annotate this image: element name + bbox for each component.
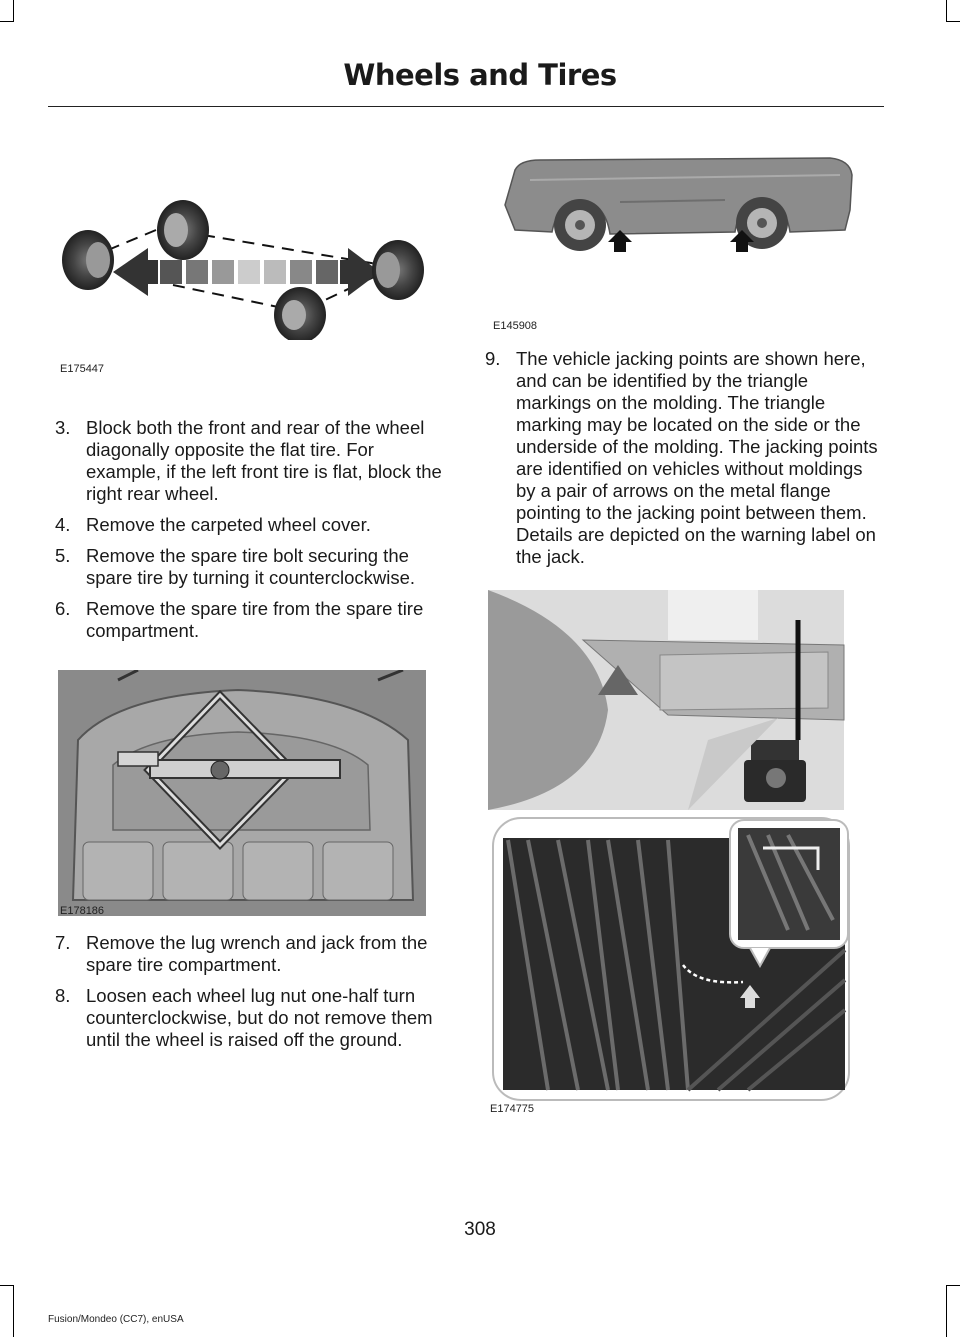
figure-id: E145908 (493, 320, 538, 332)
list-item (50, 985, 450, 1051)
figure-id: E178186 (60, 905, 105, 917)
spare-compartment-figure (58, 670, 426, 916)
tire-rotation-figure (58, 190, 438, 340)
step-text: Loosen each wheel lug nut one-half turn counterclockwise, but do not remove them until the wheel is raised off the ground. (86, 985, 433, 1050)
crop-mark (946, 1285, 947, 1337)
figure-id: E174775 (490, 1103, 535, 1115)
step-number: 4. (55, 514, 71, 535)
list-item (50, 598, 450, 642)
step-number: 5. (55, 545, 71, 566)
step-number: 3. (55, 417, 71, 438)
jacking-point-figure (488, 590, 860, 1110)
step-number: 8. (55, 985, 71, 1006)
page-number: 308 (464, 1219, 496, 1240)
header-rule (48, 106, 884, 107)
list-item (50, 545, 450, 589)
list-item (480, 348, 880, 568)
step-number: 9. (485, 348, 501, 369)
car-side-figure (500, 150, 860, 260)
crop-mark (0, 21, 14, 22)
step-text: Remove the spare tire bolt securing the spare tire by turning it counterclockwise. (86, 545, 416, 588)
crop-mark (13, 1285, 14, 1337)
tire-rotation-illustration (58, 190, 438, 340)
step-number: 6. (55, 598, 71, 619)
list-item (50, 514, 450, 536)
spare-compartment-illustration (58, 670, 426, 916)
step-text: Remove the lug wrench and jack from the spare tire compartment. (86, 932, 428, 975)
crop-mark (13, 0, 14, 22)
page-title: Wheels and Tires (343, 58, 617, 92)
list-item (50, 417, 450, 505)
step-text: The vehicle jacking points are shown here, and can be identified by the triangle markings on the molding. The triangle marking may be located on the side or the underside of the molding. The jacking points are identified on vehicles without moldings by a pair of arrows on the metal flange pointing to the jacking point between them. Details are depicted on the warning label on the jack. (516, 348, 878, 567)
crop-mark (0, 1285, 14, 1286)
step-text: Remove the spare tire from the spare tire compartment. (86, 598, 424, 641)
steps-list-left-2 (50, 932, 450, 1060)
jacking-point-illustration (488, 590, 860, 1110)
steps-list-right (480, 348, 880, 577)
steps-list-left (50, 417, 450, 651)
footer-model: Fusion/Mondeo (CC7), enUSA (48, 1314, 184, 1325)
crop-mark (946, 1285, 960, 1286)
figure-id: E175447 (60, 363, 105, 375)
car-side-illustration (500, 150, 860, 260)
crop-mark (946, 0, 947, 22)
crop-mark (946, 21, 960, 22)
list-item (50, 932, 450, 976)
step-text: Remove the carpeted wheel cover. (86, 514, 371, 535)
step-number: 7. (55, 932, 71, 953)
step-text: Block both the front and rear of the wheel diagonally opposite the flat tire. For example, if the left front tire is flat, block the right rear wheel. (86, 417, 442, 504)
